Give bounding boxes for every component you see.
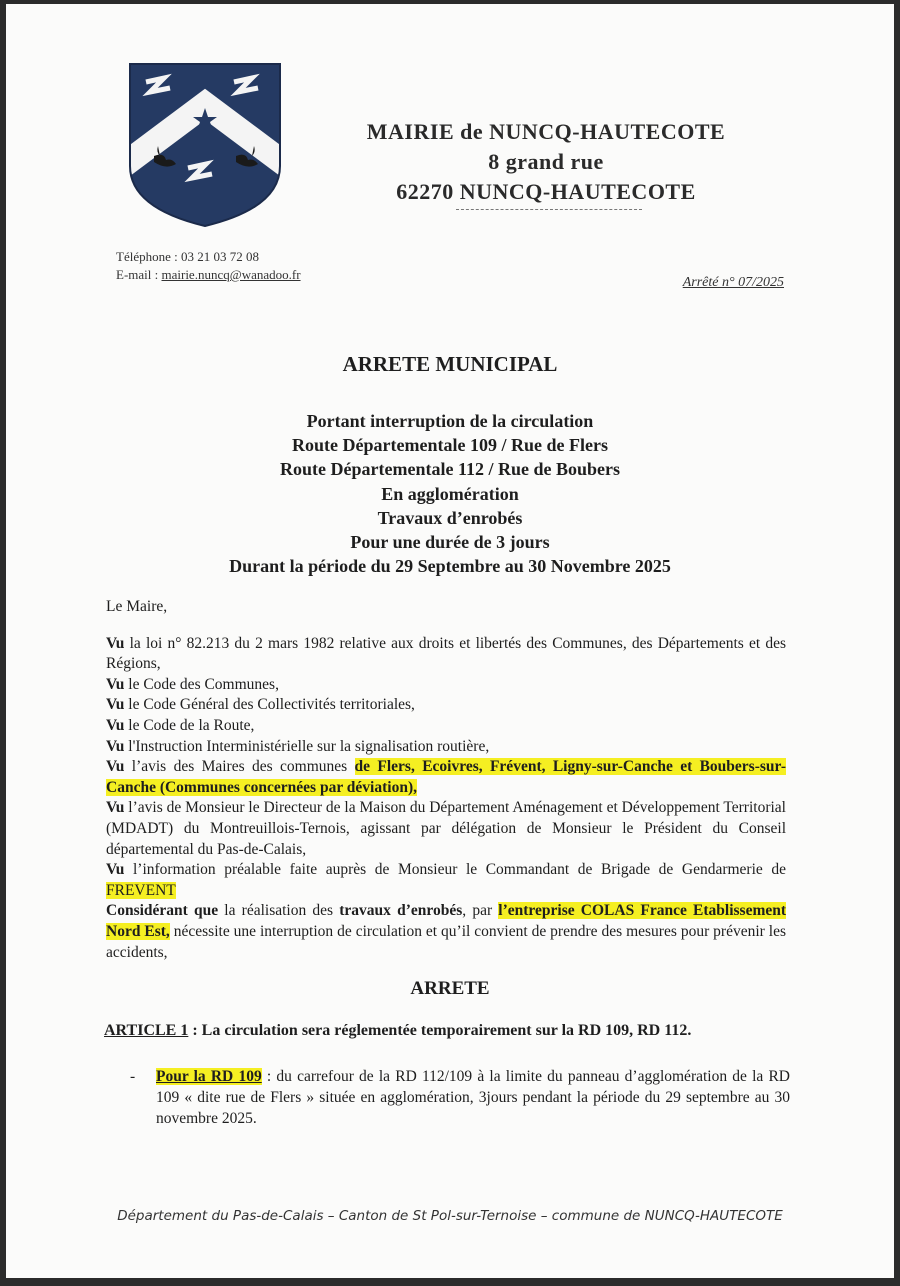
article-1-label: ARTICLE 1 <box>104 1022 189 1039</box>
vu-paragraph: Vu l’information préalable faite auprès de Monsieur le Commandant de Brigade de Gendarmerie de FREVENT <box>106 861 786 899</box>
greeting: Le Maire, <box>106 598 168 615</box>
highlight-frevent: FREVENT <box>106 881 176 899</box>
subtitle-block <box>6 409 894 578</box>
bullet-rd109 <box>130 1066 790 1129</box>
coat-of-arms-logo <box>124 58 286 228</box>
mairie-city: 62270 NUNCQ-HAUTECOTE <box>396 179 696 204</box>
vu-paragraph: Vu le Code des Communes, <box>106 675 279 693</box>
email-link[interactable]: mairie.nuncq@wanadoo.fr <box>161 267 301 282</box>
email-label: E-mail : <box>116 267 162 282</box>
vu-paragraph: Vu l’avis de Monsieur le Directeur de la Maison du Département Aménagement et Développement Territorial (MDADT) du Montreuillois-Ternois, agissant par délégation de Monsieur le Président du Conseil départemental du Pas-de-Calais, <box>106 799 786 858</box>
vu-paragraph: Vu la loi n° 82.213 du 2 mars 1982 relative aux droits et libertés des Communes, des Départements et des Régions, <box>106 634 786 673</box>
subtitle-line: Durant la période du 29 Septembre au 30 Novembre 2025 <box>229 556 671 577</box>
subtitle-line: Route Départementale 112 / Rue de Boubers <box>280 459 620 480</box>
page-footer: Département du Pas-de-Calais – Canton de St Pol-sur-Ternoise – commune de NUNCQ-HAUTECOTE <box>117 1208 783 1224</box>
vu-paragraph: Vu le Code Général des Collectivités territoriales, <box>106 696 415 714</box>
email-line <box>116 266 301 284</box>
article-1-text: : La circulation sera réglementée temporairement sur la RD 109, RD 112. <box>188 1022 692 1039</box>
subtitle-line: Pour une durée de 3 jours <box>350 532 550 553</box>
considerant-paragraph: Considérant que la réalisation des travaux d’enrobés, par l’entreprise COLAS France Etablissement Nord Est, nécessite une interruption de circulation et qu’il convient de prendre des mesures pour prévenir les accidents, <box>106 902 787 961</box>
subtitle-line: En agglomération <box>381 483 519 504</box>
mairie-street: 8 grand rue <box>488 149 604 174</box>
vu-paragraph: Vu l'Instruction Interministérielle sur la signalisation routière, <box>106 737 490 755</box>
bullet-dash: - <box>130 1068 136 1085</box>
subtitle-line: Travaux d’enrobés <box>377 507 523 528</box>
header-divider <box>456 209 642 210</box>
subtitle-line: Route Départementale 109 / Rue de Flers <box>292 435 608 456</box>
document-title: ARRETE MUNICIPAL <box>342 352 558 376</box>
document-page <box>6 4 894 1278</box>
vu-paragraph: Vu le Code de la Route, <box>106 716 255 734</box>
body-text <box>106 597 786 963</box>
arrete-number: Arrêté n° 07/2025 <box>682 275 784 290</box>
mairie-name: MAIRIE de NUNCQ-HAUTECOTE <box>366 119 726 144</box>
mairie-address-block <box>306 117 786 207</box>
article-1 <box>104 1022 804 1040</box>
highlight-communes: de Flers, Ecoivres, Frévent, Ligny-sur-Canche et Boubers-sur-Canche (Communes concernées par déviation), <box>106 758 786 796</box>
telephone: Téléphone : 03 21 03 72 08 <box>116 249 259 264</box>
subtitle-line: Portant interruption de la circulation <box>306 411 594 431</box>
rd109-text: : du carrefour de la RD 112/109 à la limite du panneau d’agglomération de la RD 109 « dite rue de Flers » située en agglomération, 3jours pendant la période du 29 septembre au 30 novembre 2025. <box>156 1068 790 1127</box>
rd109-label: Pour la RD 109 <box>156 1068 262 1085</box>
highlight-company: l’entreprise COLAS France Etablissement Nord Est, <box>106 902 787 940</box>
arrete-heading: ARRETE <box>410 978 490 999</box>
vu-paragraph: Vu l’avis des Maires des communes de Flers, Ecoivres, Frévent, Ligny-sur-Canche et Boubers-sur-Canche (Communes concernées par déviation), <box>106 758 786 796</box>
contact-block <box>116 248 301 284</box>
